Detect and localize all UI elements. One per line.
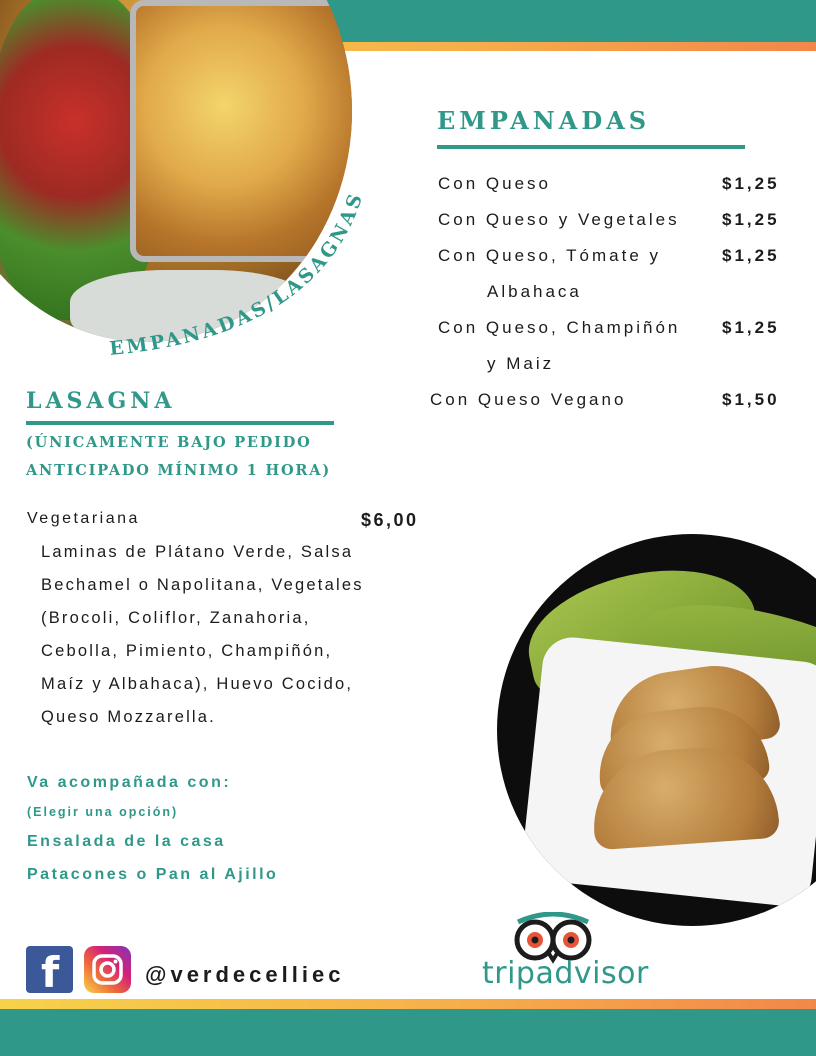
facebook-icon[interactable]: f xyxy=(26,946,73,993)
accompaniment-title: Va acompañada con: xyxy=(27,774,232,791)
svg-text:EMPANADAS/LASAGNAS xyxy=(108,189,367,360)
lasagna-description-line: Queso Mozzarella. xyxy=(41,708,216,726)
empanadas-rule xyxy=(437,145,745,149)
lasagna-rule xyxy=(26,421,334,425)
empanada-name: Con Queso, Tómate y xyxy=(438,246,661,265)
empanada-price: $1,25 xyxy=(722,210,780,229)
empanada-price: $1,25 xyxy=(722,174,780,193)
empanada-price: $1,50 xyxy=(722,390,780,409)
lasagna-title: LASAGNA xyxy=(26,388,176,414)
bottom-accent-stripe xyxy=(0,999,816,1009)
empanada-name-cont: Albahaca xyxy=(487,282,582,301)
empanadas-photo xyxy=(497,534,816,926)
circle-label xyxy=(100,155,400,385)
empanada-name: Con Queso y Vegetales xyxy=(438,210,680,229)
lasagna-item-price: $6,00 xyxy=(361,510,419,530)
empanada-price: $1,25 xyxy=(722,318,780,337)
empanada-price: $1,25 xyxy=(722,246,780,265)
lasagna-item-name: Vegetariana xyxy=(27,510,140,527)
accompaniment-hint: (Elegir una opción) xyxy=(27,805,179,819)
empanada-name: Con Queso, Champiñón xyxy=(438,318,681,337)
lasagna-description-line: Maíz y Albahaca), Huevo Cocido, xyxy=(41,675,354,693)
lasagna-description-line: (Brocoli, Coliflor, Zanahoria, xyxy=(41,609,311,627)
tripadvisor-wordmark[interactable]: tripadvisor xyxy=(482,956,649,991)
lasagna-note-line: (ÚNICAMENTE BAJO PEDIDO xyxy=(26,434,312,451)
empanada-name: Con Queso Vegano xyxy=(430,390,627,409)
accompaniment-option: Patacones o Pan al Ajillo xyxy=(27,866,279,883)
accompaniment-option: Ensalada de la casa xyxy=(27,833,226,850)
empanadas-title: EMPANADAS xyxy=(437,106,651,135)
social-handle[interactable]: @verdecelliec xyxy=(145,962,345,987)
lasagna-description-line: Cebolla, Pimiento, Champiñón, xyxy=(41,642,333,660)
empanada-name-cont: y Maiz xyxy=(487,354,555,373)
lasagna-note-line: ANTICIPADO MÍNIMO 1 HORA) xyxy=(26,462,331,479)
empanada-name: Con Queso xyxy=(438,174,551,193)
bottom-band xyxy=(0,1009,816,1056)
lasagna-description-line: Bechamel o Napolitana, Vegetales xyxy=(41,576,364,594)
lasagna-description-line: Laminas de Plátano Verde, Salsa xyxy=(41,543,354,561)
circle-label-text: EMPANADAS/LASAGNAS xyxy=(108,188,368,361)
instagram-icon[interactable] xyxy=(84,946,131,993)
